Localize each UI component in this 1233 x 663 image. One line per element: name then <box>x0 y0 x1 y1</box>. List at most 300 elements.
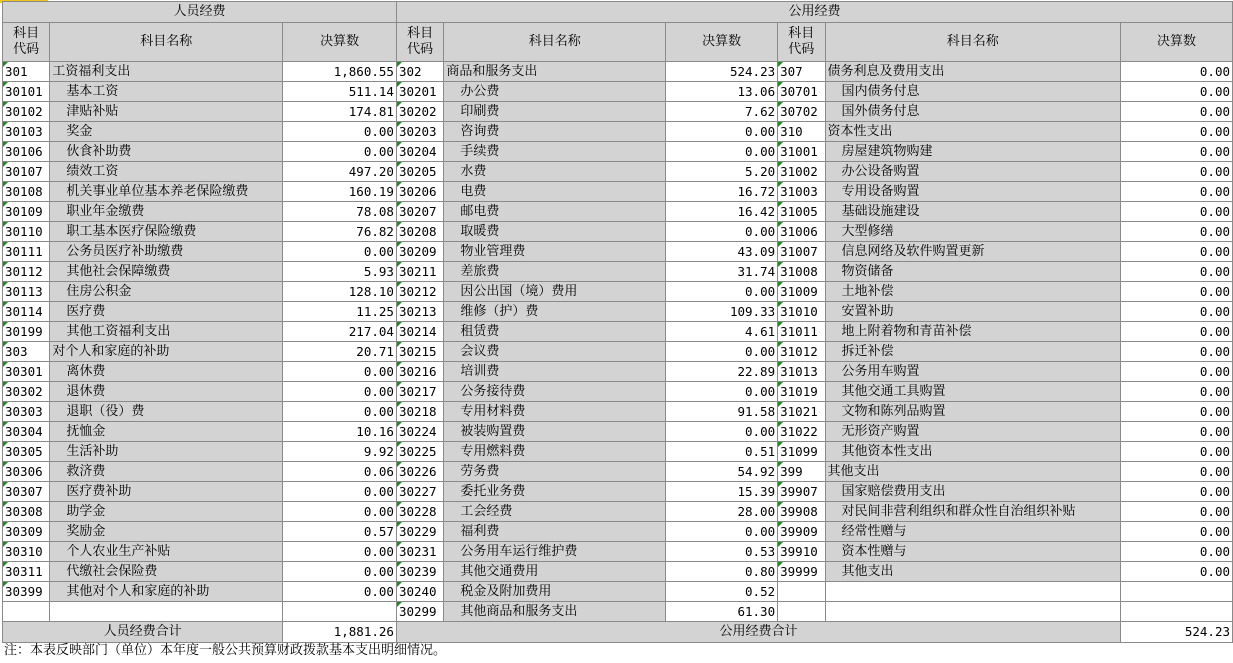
subject-name-cell[interactable] <box>50 422 283 442</box>
amount-cell[interactable]: 0.00 <box>283 362 397 382</box>
amount-cell[interactable]: 0.00 <box>1120 82 1232 102</box>
subject-code-cell[interactable]: 31022 <box>778 422 825 442</box>
subject-code-cell[interactable]: 30224 <box>396 422 443 442</box>
subject-code-cell[interactable]: 31013 <box>778 362 825 382</box>
subject-code-cell[interactable]: 30307 <box>3 482 50 502</box>
subject-name-cell[interactable] <box>444 282 666 302</box>
table-row <box>3 542 1233 562</box>
footnote: 注：本表反映部门（单位）本年度一般公共预算财政拨款基本支出明细情况。 <box>4 643 447 658</box>
subject-name-cell[interactable] <box>50 182 283 202</box>
subject-name-text: 债务利息及费用支出 <box>827 64 945 79</box>
amount-cell[interactable]: 174.81 <box>283 102 397 122</box>
subject-name-cell[interactable] <box>50 102 283 122</box>
subject-name-text: 绩效工资 <box>66 164 119 179</box>
subject-code-cell[interactable]: 30231 <box>396 542 443 562</box>
subject-name-cell[interactable] <box>825 102 1120 122</box>
subject-code-cell[interactable]: 30304 <box>3 422 50 442</box>
subject-name-cell[interactable] <box>825 122 1120 142</box>
amount-cell[interactable]: 160.19 <box>283 182 397 202</box>
amount-cell[interactable] <box>1120 582 1232 602</box>
subject-code-cell[interactable]: 302 <box>396 62 443 82</box>
subject-name-cell[interactable] <box>50 142 283 162</box>
amount-cell[interactable]: 0.80 <box>666 562 778 582</box>
subject-name-cell[interactable] <box>825 422 1120 442</box>
amount-cell[interactable]: 217.04 <box>283 322 397 342</box>
amount-cell[interactable]: 31.74 <box>666 262 778 282</box>
subject-name-cell[interactable] <box>50 602 283 622</box>
subject-code-cell[interactable]: 30308 <box>3 502 50 522</box>
subject-code-cell[interactable]: 30112 <box>3 262 50 282</box>
subject-name-cell[interactable] <box>825 582 1120 602</box>
personnel-total-label[interactable]: 人员经费合计 <box>3 622 283 643</box>
subject-name-cell[interactable] <box>50 562 283 582</box>
subject-name-cell[interactable] <box>825 162 1120 182</box>
subject-code-cell[interactable]: 303 <box>3 342 50 362</box>
amount-header[interactable]: 决算数 <box>283 23 397 62</box>
subject-code-cell[interactable]: 30303 <box>3 402 50 422</box>
amount-cell[interactable]: 0.00 <box>283 242 397 262</box>
subject-code-cell[interactable]: 30305 <box>3 442 50 462</box>
subject-name-cell[interactable] <box>825 402 1120 422</box>
amount-cell[interactable]: 0.00 <box>283 562 397 582</box>
amount-cell[interactable]: 0.00 <box>1120 102 1232 122</box>
subject-code-cell[interactable]: 30228 <box>396 502 443 522</box>
amount-cell[interactable]: 0.00 <box>1120 182 1232 202</box>
subject-code-cell[interactable]: 301 <box>3 62 50 82</box>
subject-code-cell[interactable]: 30299 <box>396 602 443 622</box>
subject-code-cell[interactable]: 30213 <box>396 302 443 322</box>
subject-name-text: 基础设施建设 <box>841 204 920 219</box>
subject-name-cell[interactable] <box>444 542 666 562</box>
subject-name-cell[interactable] <box>444 602 666 622</box>
subject-name-text: 专用燃料费 <box>460 444 526 459</box>
subject-code-cell[interactable]: 30208 <box>396 222 443 242</box>
subject-code-cell[interactable]: 31009 <box>778 282 825 302</box>
subject-name-cell[interactable] <box>444 582 666 602</box>
amount-cell[interactable]: 9.92 <box>283 442 397 462</box>
subject-code-cell[interactable]: 30206 <box>396 182 443 202</box>
subject-name-cell[interactable] <box>50 282 283 302</box>
amount-cell[interactable]: 0.00 <box>1120 222 1232 242</box>
subject-code-cell[interactable]: 30209 <box>396 242 443 262</box>
amount-cell[interactable]: 0.00 <box>1120 482 1232 502</box>
amount-cell[interactable]: 497.20 <box>283 162 397 182</box>
amount-cell[interactable]: 28.00 <box>666 502 778 522</box>
subject-code-cell[interactable]: 30106 <box>3 142 50 162</box>
subject-name-cell[interactable] <box>444 502 666 522</box>
amount-cell[interactable]: 20.71 <box>283 342 397 362</box>
subject-name-cell[interactable] <box>50 482 283 502</box>
amount-cell[interactable]: 0.00 <box>1120 142 1232 162</box>
subject-code-cell[interactable]: 30113 <box>3 282 50 302</box>
amount-cell[interactable] <box>1120 602 1232 622</box>
subject-code-cell[interactable]: 30214 <box>396 322 443 342</box>
subject-name-cell[interactable] <box>825 202 1120 222</box>
subject-name-cell[interactable] <box>444 482 666 502</box>
subject-code-cell[interactable]: 31010 <box>778 302 825 322</box>
subject-code-cell[interactable]: 30108 <box>3 182 50 202</box>
subject-name-cell[interactable] <box>444 202 666 222</box>
subject-code-cell[interactable]: 30311 <box>3 562 50 582</box>
subject-name-text: 劳务费 <box>460 464 500 479</box>
subject-code-cell[interactable]: 39910 <box>778 542 825 562</box>
subject-code-cell[interactable]: 30227 <box>396 482 443 502</box>
subject-code-cell[interactable]: 39999 <box>778 562 825 582</box>
amount-cell[interactable]: 61.30 <box>666 602 778 622</box>
subject-name-cell[interactable] <box>444 402 666 422</box>
subject-name-text: 福利费 <box>460 524 500 539</box>
amount-cell[interactable]: 76.82 <box>283 222 397 242</box>
subject-code-cell[interactable]: 31021 <box>778 402 825 422</box>
subject-name-text: 其他支出 <box>827 464 880 479</box>
subject-name-cell[interactable] <box>444 302 666 322</box>
subject-code-cell[interactable]: 31019 <box>778 382 825 402</box>
amount-cell[interactable]: 0.00 <box>666 222 778 242</box>
subject-code-cell[interactable]: 30217 <box>396 382 443 402</box>
subject-name-cell[interactable] <box>825 362 1120 382</box>
subject-name-cell[interactable] <box>50 542 283 562</box>
amount-cell[interactable]: 0.00 <box>283 382 397 402</box>
subject-code-cell[interactable]: 31006 <box>778 222 825 242</box>
subject-code-cell[interactable]: 31001 <box>778 142 825 162</box>
subject-code-cell[interactable] <box>778 582 825 602</box>
subject-code-cell[interactable]: 30109 <box>3 202 50 222</box>
subject-name-cell[interactable] <box>825 222 1120 242</box>
amount-cell[interactable]: 0.00 <box>1120 162 1232 182</box>
amount-cell[interactable]: 0.00 <box>1120 542 1232 562</box>
amount-cell[interactable]: 0.00 <box>666 342 778 362</box>
subject-name-text: 咨询费 <box>460 124 500 139</box>
subject-name-cell[interactable] <box>825 342 1120 362</box>
personnel-total-value[interactable]: 1,881.26 <box>283 622 397 643</box>
subject-code-cell[interactable]: 30111 <box>3 242 50 262</box>
subject-name-cell[interactable] <box>444 122 666 142</box>
table-row <box>3 242 1233 262</box>
subject-name-text: 津贴补贴 <box>66 104 119 119</box>
amount-cell[interactable]: 128.10 <box>283 282 397 302</box>
amount-cell[interactable]: 0.00 <box>1120 62 1232 82</box>
subject-name-text: 医疗费补助 <box>66 484 132 499</box>
code-header[interactable]: 科目 代码 <box>3 23 50 62</box>
subject-name-cell[interactable] <box>825 382 1120 402</box>
subject-code-cell[interactable]: 30701 <box>778 82 825 102</box>
amount-cell[interactable]: 0.00 <box>1120 322 1232 342</box>
subject-name-cell[interactable] <box>50 502 283 522</box>
subject-code-cell[interactable]: 30301 <box>3 362 50 382</box>
subject-name-text: 经常性赠与 <box>841 524 907 539</box>
subject-code-cell[interactable]: 30199 <box>3 322 50 342</box>
subject-code-cell[interactable]: 30218 <box>396 402 443 422</box>
subject-name-cell[interactable] <box>50 122 283 142</box>
subject-name-text: 文物和陈列品购置 <box>841 404 946 419</box>
amount-header[interactable]: 决算数 <box>1120 23 1232 62</box>
amount-cell[interactable]: 0.51 <box>666 442 778 462</box>
subject-code-cell[interactable]: 30103 <box>3 122 50 142</box>
code-header[interactable]: 科目 代码 <box>778 23 825 62</box>
subject-name-cell[interactable] <box>444 242 666 262</box>
subject-name-cell[interactable] <box>444 462 666 482</box>
subject-code-cell[interactable]: 30101 <box>3 82 50 102</box>
subject-code-cell[interactable]: 30399 <box>3 582 50 602</box>
amount-cell[interactable]: 0.00 <box>666 142 778 162</box>
subject-name-cell[interactable] <box>825 322 1120 342</box>
subject-code-cell[interactable]: 30204 <box>396 142 443 162</box>
subject-name-cell[interactable] <box>825 602 1120 622</box>
amount-cell[interactable]: 0.00 <box>283 582 397 602</box>
subject-name-cell[interactable] <box>50 222 283 242</box>
subject-name-cell[interactable] <box>50 402 283 422</box>
amount-cell[interactable]: 109.33 <box>666 302 778 322</box>
subject-name-cell[interactable] <box>825 242 1120 262</box>
subject-code-cell[interactable]: 307 <box>778 62 825 82</box>
subject-name-cell[interactable] <box>444 362 666 382</box>
amount-cell[interactable]: 0.00 <box>283 142 397 162</box>
subject-name-cell[interactable] <box>50 462 283 482</box>
subject-name-cell[interactable] <box>825 462 1120 482</box>
amount-cell[interactable]: 524.23 <box>666 62 778 82</box>
subject-name-text: 基本工资 <box>66 84 119 99</box>
subject-name-text: 取暖费 <box>460 224 500 239</box>
amount-cell[interactable]: 0.53 <box>666 542 778 562</box>
table-row <box>3 342 1233 362</box>
subject-code-cell[interactable]: 30107 <box>3 162 50 182</box>
subject-name-cell[interactable] <box>444 562 666 582</box>
subject-code-cell[interactable]: 30306 <box>3 462 50 482</box>
amount-cell[interactable]: 0.00 <box>1120 462 1232 482</box>
subject-name-cell[interactable] <box>50 362 283 382</box>
subject-code-cell[interactable]: 30203 <box>396 122 443 142</box>
amount-cell[interactable]: 0.00 <box>1120 242 1232 262</box>
subject-code-cell[interactable]: 310 <box>778 122 825 142</box>
subject-name-text: 税金及附加费用 <box>460 584 552 599</box>
subject-code-cell[interactable]: 30215 <box>396 342 443 362</box>
subject-name-cell[interactable] <box>50 582 283 602</box>
amount-cell[interactable]: 43.09 <box>666 242 778 262</box>
amount-cell[interactable]: 0.00 <box>666 382 778 402</box>
amount-cell[interactable]: 0.00 <box>1120 562 1232 582</box>
amount-cell[interactable]: 0.00 <box>1120 342 1232 362</box>
subject-name-cell[interactable] <box>825 142 1120 162</box>
subject-name-cell[interactable] <box>444 102 666 122</box>
amount-cell[interactable]: 0.00 <box>1120 402 1232 422</box>
amount-cell[interactable]: 16.72 <box>666 182 778 202</box>
subject-code-cell[interactable]: 30229 <box>396 522 443 542</box>
amount-cell[interactable]: 0.00 <box>1120 382 1232 402</box>
subject-name-text: 办公设备购置 <box>841 164 920 179</box>
subject-code-cell[interactable]: 399 <box>778 462 825 482</box>
subject-name-cell[interactable] <box>825 182 1120 202</box>
subject-name-cell[interactable] <box>50 242 283 262</box>
amount-cell[interactable]: 0.00 <box>1120 262 1232 282</box>
amount-cell[interactable]: 0.52 <box>666 582 778 602</box>
column-header-row <box>3 23 1233 62</box>
subject-code-cell[interactable]: 31002 <box>778 162 825 182</box>
subject-name-cell[interactable] <box>444 162 666 182</box>
subject-name-cell[interactable] <box>444 322 666 342</box>
subject-code-cell[interactable]: 30211 <box>396 262 443 282</box>
amount-cell[interactable]: 0.00 <box>1120 502 1232 522</box>
public-group-title[interactable]: 公用经费 <box>396 2 1232 23</box>
table-row <box>3 202 1233 222</box>
public-total-label[interactable]: 公用经费合计 <box>396 622 1120 643</box>
amount-cell[interactable]: 1,860.55 <box>283 62 397 82</box>
subject-code-cell[interactable]: 30239 <box>396 562 443 582</box>
table-row <box>3 122 1233 142</box>
subject-code-cell[interactable]: 31005 <box>778 202 825 222</box>
subject-code-cell[interactable]: 30102 <box>3 102 50 122</box>
amount-cell[interactable]: 13.06 <box>666 82 778 102</box>
subject-name-cell[interactable] <box>825 562 1120 582</box>
subject-name-cell[interactable] <box>825 62 1120 82</box>
subject-code-cell[interactable]: 39908 <box>778 502 825 522</box>
subject-code-cell[interactable]: 30226 <box>396 462 443 482</box>
amount-cell[interactable]: 0.00 <box>666 282 778 302</box>
amount-cell[interactable] <box>283 602 397 622</box>
table-row <box>3 602 1233 622</box>
amount-header[interactable]: 决算数 <box>666 23 778 62</box>
subject-name-cell[interactable] <box>825 482 1120 502</box>
amount-cell[interactable]: 16.42 <box>666 202 778 222</box>
subject-name-cell[interactable] <box>444 142 666 162</box>
amount-cell[interactable]: 0.06 <box>283 462 397 482</box>
subject-code-cell[interactable]: 30201 <box>396 82 443 102</box>
amount-cell[interactable]: 22.89 <box>666 362 778 382</box>
subject-name-cell[interactable] <box>825 502 1120 522</box>
subject-name-cell[interactable] <box>50 202 283 222</box>
subject-name-cell[interactable] <box>50 382 283 402</box>
amount-cell[interactable]: 0.00 <box>1120 362 1232 382</box>
subject-name-cell[interactable] <box>825 282 1120 302</box>
subject-name-cell[interactable] <box>444 422 666 442</box>
subject-code-cell[interactable]: 31007 <box>778 242 825 262</box>
subject-name-cell[interactable] <box>825 442 1120 462</box>
amount-cell[interactable]: 0.00 <box>666 122 778 142</box>
subject-name-cell[interactable] <box>444 82 666 102</box>
amount-cell[interactable]: 0.00 <box>1120 202 1232 222</box>
public-total-value[interactable]: 524.23 <box>1120 622 1232 643</box>
subject-code-cell[interactable]: 39907 <box>778 482 825 502</box>
subject-code-cell[interactable]: 31008 <box>778 262 825 282</box>
name-header[interactable]: 科目名称 <box>825 23 1120 62</box>
personnel-group-title[interactable]: 人员经费 <box>3 2 397 23</box>
subject-code-cell[interactable]: 39909 <box>778 522 825 542</box>
subject-name-cell[interactable] <box>50 62 283 82</box>
subject-name-cell[interactable] <box>825 522 1120 542</box>
amount-cell[interactable]: 0.00 <box>283 502 397 522</box>
table-row <box>3 182 1233 202</box>
subject-name-cell[interactable] <box>50 302 283 322</box>
subject-code-cell[interactable] <box>3 602 50 622</box>
amount-cell[interactable]: 78.08 <box>283 202 397 222</box>
subject-name-cell[interactable] <box>444 342 666 362</box>
subject-code-cell[interactable]: 30309 <box>3 522 50 542</box>
name-header[interactable]: 科目名称 <box>444 23 666 62</box>
subject-code-cell[interactable]: 30702 <box>778 102 825 122</box>
subject-name-text: 个人农业生产补贴 <box>66 544 171 559</box>
subject-code-cell[interactable]: 30114 <box>3 302 50 322</box>
subject-name-text: 代缴社会保险费 <box>66 564 158 579</box>
subject-code-cell[interactable]: 30202 <box>396 102 443 122</box>
subject-code-cell[interactable]: 31099 <box>778 442 825 462</box>
amount-cell[interactable]: 0.00 <box>1120 422 1232 442</box>
subject-code-cell[interactable]: 30216 <box>396 362 443 382</box>
subject-name-cell[interactable] <box>444 62 666 82</box>
amount-cell[interactable]: 5.93 <box>283 262 397 282</box>
code-header[interactable]: 科目 代码 <box>396 23 443 62</box>
subject-code-cell[interactable]: 30207 <box>396 202 443 222</box>
subject-code-cell[interactable]: 31012 <box>778 342 825 362</box>
amount-cell[interactable]: 91.58 <box>666 402 778 422</box>
subject-name-cell[interactable] <box>444 382 666 402</box>
table-row <box>3 362 1233 382</box>
name-header[interactable]: 科目名称 <box>50 23 283 62</box>
subject-name-cell[interactable] <box>444 262 666 282</box>
amount-cell[interactable]: 54.92 <box>666 462 778 482</box>
subject-name-cell[interactable] <box>50 522 283 542</box>
subject-name-cell[interactable] <box>444 182 666 202</box>
subject-code-cell[interactable]: 30225 <box>396 442 443 462</box>
subject-name-cell[interactable] <box>50 342 283 362</box>
subject-name-cell[interactable] <box>50 162 283 182</box>
amount-cell[interactable]: 0.00 <box>1120 522 1232 542</box>
amount-cell[interactable]: 11.25 <box>283 302 397 322</box>
amount-cell[interactable]: 0.00 <box>666 422 778 442</box>
amount-cell[interactable]: 0.00 <box>1120 122 1232 142</box>
amount-cell[interactable]: 0.00 <box>283 122 397 142</box>
subject-code-cell[interactable]: 30110 <box>3 222 50 242</box>
subject-name-cell[interactable] <box>825 302 1120 322</box>
subject-name-cell[interactable] <box>444 222 666 242</box>
subject-name-cell[interactable] <box>825 262 1120 282</box>
subject-code-cell[interactable]: 31003 <box>778 182 825 202</box>
subject-code-cell[interactable]: 30310 <box>3 542 50 562</box>
subject-code-cell[interactable]: 30212 <box>396 282 443 302</box>
amount-cell[interactable]: 15.39 <box>666 482 778 502</box>
subject-code-cell[interactable]: 30302 <box>3 382 50 402</box>
subject-code-cell[interactable] <box>778 602 825 622</box>
subject-code-cell[interactable]: 30205 <box>396 162 443 182</box>
amount-cell[interactable]: 4.61 <box>666 322 778 342</box>
amount-cell[interactable]: 10.16 <box>283 422 397 442</box>
subject-name-cell[interactable] <box>825 82 1120 102</box>
amount-cell[interactable]: 0.00 <box>1120 442 1232 462</box>
subject-name-text: 地上附着物和青苗补偿 <box>841 324 972 339</box>
subject-name-text: 机关事业单位基本养老保险缴费 <box>66 184 249 199</box>
subject-code-cell[interactable]: 31011 <box>778 322 825 342</box>
subject-name-text: 其他工资福利支出 <box>66 324 171 339</box>
subject-name-text: 其他资本性支出 <box>841 444 933 459</box>
subject-name-cell[interactable] <box>825 542 1120 562</box>
subject-name-cell[interactable] <box>444 442 666 462</box>
amount-cell[interactable]: 0.00 <box>1120 302 1232 322</box>
subject-name-cell[interactable] <box>50 322 283 342</box>
amount-cell[interactable]: 0.00 <box>666 522 778 542</box>
subject-name-cell[interactable] <box>50 262 283 282</box>
subject-code-cell[interactable]: 30240 <box>396 582 443 602</box>
amount-cell[interactable]: 5.20 <box>666 162 778 182</box>
subject-name-cell[interactable] <box>50 442 283 462</box>
amount-cell[interactable]: 0.57 <box>283 522 397 542</box>
subject-name-text: 奖励金 <box>66 524 106 539</box>
amount-cell[interactable]: 0.00 <box>283 482 397 502</box>
amount-cell[interactable]: 0.00 <box>283 402 397 422</box>
subject-name-cell[interactable] <box>444 522 666 542</box>
amount-cell[interactable]: 7.62 <box>666 102 778 122</box>
subject-name-cell[interactable] <box>50 82 283 102</box>
amount-cell[interactable]: 0.00 <box>1120 282 1232 302</box>
amount-cell[interactable]: 511.14 <box>283 82 397 102</box>
amount-cell[interactable]: 0.00 <box>283 542 397 562</box>
